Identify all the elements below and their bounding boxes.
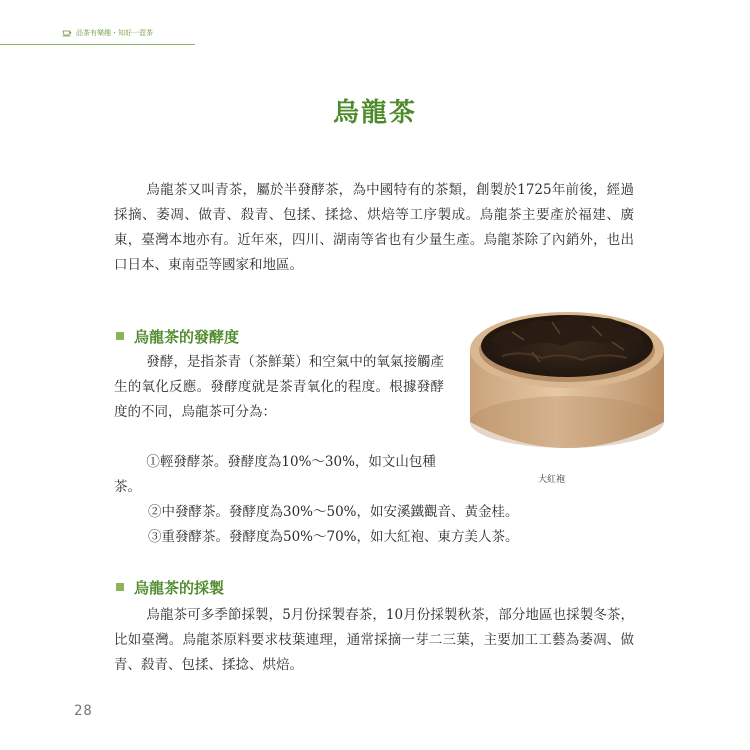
teacup-icon bbox=[62, 29, 72, 37]
square-bullet-icon bbox=[116, 583, 124, 591]
page-title: 烏龍茶 bbox=[332, 98, 417, 128]
page-number: 28 bbox=[74, 703, 93, 719]
section-heading-text: 烏龍茶的發酵度 bbox=[134, 328, 240, 346]
section-heading-harvest bbox=[116, 577, 224, 598]
running-header bbox=[0, 26, 195, 45]
square-bullet-icon bbox=[116, 332, 124, 340]
list-item: ②中發酵茶。發酵度為30%～50%，如安溪鐵觀音、黃金桂。 bbox=[148, 504, 519, 520]
list-item: ③重發酵茶。發酵度為50%～70%，如大紅袍、東方美人茶。 bbox=[148, 529, 519, 545]
fermentation-paragraph: 發酵，是指茶青（茶鮮葉）和空氣中的氧氣接觸產生的氧化反應。發酵度就是茶青氧化的程度。根據發酵度的不同，烏龍茶可分為： bbox=[114, 354, 444, 420]
intro-paragraph: 烏龍茶又叫青茶，屬於半發酵茶，為中國特有的茶類，創製於1725年前後，經過採摘、萎凋、做青、殺青、包揉、揉捻、烘焙等工序製成。烏龍茶主要產於福建、廣東，臺灣本地亦有。近年來，四川、湖南等省也有少量生產。烏龍茶除了內銷外，也出口日本、東南亞等國家和地區。 bbox=[114, 182, 634, 273]
tea-box-photo bbox=[462, 292, 672, 467]
section-heading-fermentation bbox=[116, 326, 239, 347]
photo-caption: 大紅袍 bbox=[538, 475, 566, 485]
breadcrumb: 品茶有樂趣・知好一壺茶 bbox=[76, 29, 153, 37]
list-item: ①輕發酵茶。發酵度為10%～30%，如文山包種茶。 bbox=[114, 454, 436, 495]
harvest-paragraph: 烏龍茶可多季節採製，5月份採製春茶，10月份採製秋茶，部分地區也採製冬茶，比如臺灣。烏龍茶原料要求枝葉連理，通常採摘一芽二三葉，主要加工工藝為萎凋、做青、殺青、包揉、揉捻、烘焙。 bbox=[114, 607, 634, 673]
section-heading-text: 烏龍茶的採製 bbox=[134, 579, 225, 597]
